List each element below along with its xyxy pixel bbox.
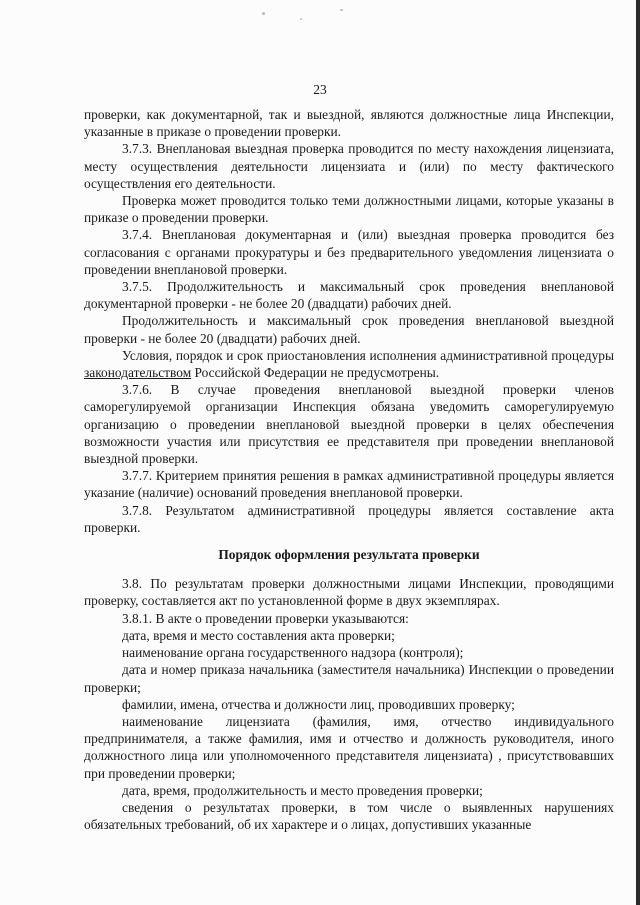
list-item: наименование органа государственного надзора (контроля); — [122, 645, 464, 661]
scan-speck — [300, 18, 302, 20]
legislation-link[interactable]: законодательством — [84, 365, 192, 381]
paragraph: Проверка может проводится только теми должностными лицами, которые указаны в приказе о проведении проверки. — [84, 193, 614, 226]
list-item: фамилии, имена, отчества и должности лиц, проводивших проверку; — [122, 696, 515, 712]
paragraph: 3.7.6. В случае проведения внеплановой выездной проверки членов саморегулируемой организации Инспекция обязана уведомить саморегулируемую организацию о проведении внеплановой выездной проверки в целях обеспечения возможности участия или присутствия ее представителя при проведении внеплановой выездной проверки. — [84, 382, 614, 467]
list-item: сведения о результатах проверки, в том числе о выявленных нарушениях обязательных требований, об их характере и о лицах, допустивших указанные — [84, 799, 614, 833]
section-heading: Порядок оформления результата проверки — [218, 547, 480, 563]
paragraph — [84, 347, 614, 381]
list-item: дата и номер приказа начальника (заместителя начальника) Инспекции о проведении проверки; — [84, 662, 614, 695]
scan-edge — [636, 0, 640, 905]
paragraph: Продолжительность и максимальный срок проведения внеплановой выездной проверки - не более 20 (двадцати) рабочих дней. — [84, 313, 614, 346]
paragraph: 3.7.8. Результатом административной процедуры является составление акта проверки. — [84, 502, 614, 535]
list-item: дата, время, продолжительность и место проведения проверки; — [122, 782, 483, 798]
paragraph-text: Условия, порядок и срок приостановления исполнения административной процедуры — [122, 347, 614, 363]
paragraph: проверки, как документарной, так и выездной, являются должностные лица Инспекции, указанные в приказе о проведении проверки. — [84, 107, 614, 140]
list-item: дата, время и место составления акта проверки; — [122, 627, 395, 643]
document-body — [84, 106, 614, 833]
paragraph: 3.7.3. Внеплановая выездная проверка проводится по месту нахождения лицензиата, месту осуществления деятельности лицензиата и (или) по месту фактического осуществления его деятельности. — [84, 141, 614, 191]
paragraph: 3.7.5. Продолжительность и максимальный срок проведения внеплановой документарной проверки - не более 20 (двадцати) рабочих дней. — [84, 279, 614, 312]
page-number: 23 — [313, 82, 327, 97]
paragraph: 3.8. По результатам проверки должностными лицами Инспекции, проводящими проверку, составляется акт по установленной форме в двух экземплярах. — [84, 576, 614, 609]
paragraph-text: Российской Федерации не предусмотрены. — [191, 365, 440, 381]
paragraph: 3.7.7. Критерием принятия решения в рамках административной процедуры является указание (наличие) оснований проведения внеплановой проверки. — [84, 468, 614, 501]
scan-speck — [262, 12, 265, 15]
paragraph: 3.7.4. Внеплановая документарная и (или) выездная проверка проводится без согласования с органами прокуратуры и без предварительного уведомления лицензиата о проведении внеплановой проверки. — [84, 227, 614, 277]
paragraph: 3.8.1. В акте о проведении проверки указываются: — [122, 610, 409, 626]
list-item: наименование лицензиата (фамилия, имя, отчество индивидуального предпринимателя, а также фамилия, имя и отчество и должность руководителя, иного должностного лица или уполномоченного представителя лицензиата) , присутствовавших при проведении проверки; — [84, 713, 614, 781]
scan-speck — [340, 9, 343, 11]
